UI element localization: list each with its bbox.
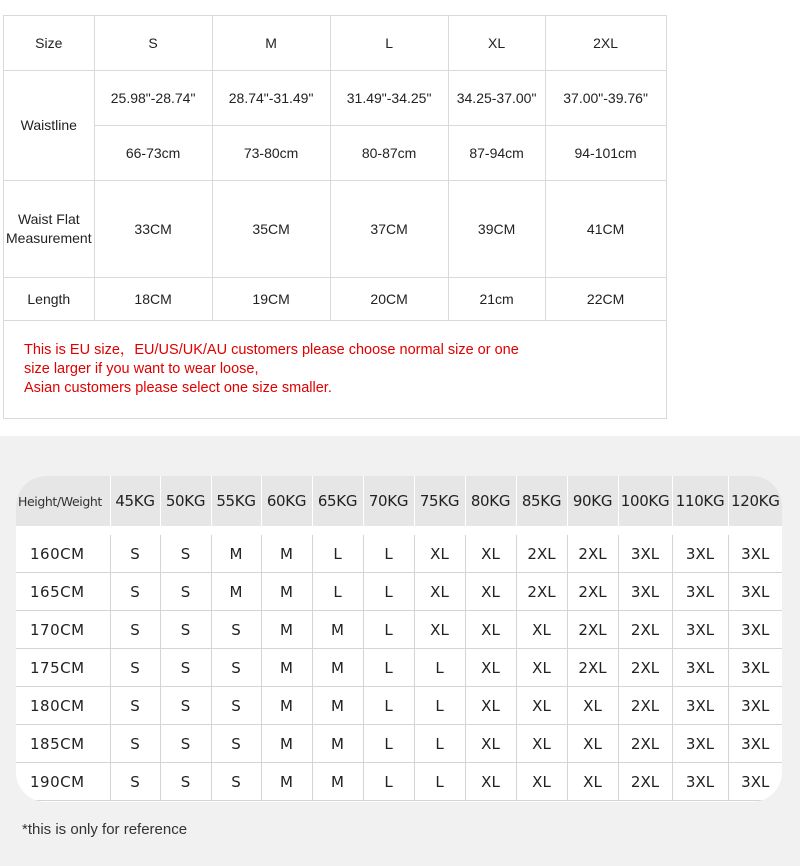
size-header-xl: XL (448, 16, 545, 71)
weight-header-cell: 45KG (110, 476, 160, 526)
size-recommendation-cell: 3XL (728, 573, 782, 611)
size-recommendation-cell: M (261, 725, 312, 763)
waistline-inches-cell: 37.00"-39.76" (545, 71, 666, 126)
size-recommendation-cell: 3XL (728, 611, 782, 649)
waistline-inches-cell: 31.49"-34.25" (330, 71, 448, 126)
weight-header-cell: 100KG (618, 476, 672, 526)
size-recommendation-cell: S (160, 649, 211, 687)
size-recommendation-cell: 3XL (672, 763, 728, 801)
waist-flat-row (4, 181, 667, 278)
height-weight-table (16, 476, 782, 801)
size-recommendation-cell: XL (516, 687, 567, 725)
size-recommendation-cell: L (414, 649, 465, 687)
length-cell: 20CM (330, 278, 448, 321)
size-recommendation-cell: L (363, 725, 414, 763)
size-recommendation-cell: 3XL (618, 535, 672, 573)
weight-header-cell: 120KG (728, 476, 782, 526)
size-recommendation-cell: XL (465, 725, 516, 763)
height-label: 160CM (16, 535, 110, 573)
waistline-cm-cell: 73-80cm (212, 126, 330, 181)
size-recommendation-cell: XL (465, 763, 516, 801)
size-note-row (4, 321, 667, 419)
size-recommendation-cell: XL (516, 649, 567, 687)
height-row (16, 687, 782, 725)
size-recommendation-cell: 3XL (728, 687, 782, 725)
weight-header-cell: 50KG (160, 476, 211, 526)
size-recommendation-cell: M (261, 763, 312, 801)
size-recommendation-cell: M (312, 611, 363, 649)
height-weight-card (16, 476, 782, 802)
size-recommendation-cell: S (110, 535, 160, 573)
size-recommendation-cell: S (211, 649, 261, 687)
weight-header-cell: 90KG (567, 476, 618, 526)
length-cell: 19CM (212, 278, 330, 321)
size-header-l: L (330, 16, 448, 71)
size-recommendation-cell: M (312, 687, 363, 725)
weight-header-cell: 110KG (672, 476, 728, 526)
size-recommendation-cell: S (110, 687, 160, 725)
waistline-inches-cell: 28.74"-31.49" (212, 71, 330, 126)
size-header-m: M (212, 16, 330, 71)
size-recommendation-cell: 3XL (672, 573, 728, 611)
size-recommendation-cell: M (261, 573, 312, 611)
size-recommendation-cell: S (110, 573, 160, 611)
size-recommendation-cell: 3XL (672, 725, 728, 763)
size-recommendation-cell: 3XL (672, 611, 728, 649)
size-recommendation-cell: L (414, 763, 465, 801)
waistline-cm-cell: 66-73cm (94, 126, 212, 181)
size-recommendation-cell: L (414, 687, 465, 725)
waistline-cm-cell: 87-94cm (448, 126, 545, 181)
size-recommendation-cell: 3XL (618, 573, 672, 611)
waistline-inches-cell: 34.25-37.00" (448, 71, 545, 126)
height-label: 185CM (16, 725, 110, 763)
waistline-cm-cell: 94-101cm (545, 126, 666, 181)
waistline-inches-cell: 25.98"-28.74" (94, 71, 212, 126)
waist-flat-label: Waist Flat Measurement (4, 181, 95, 278)
height-label: 180CM (16, 687, 110, 725)
size-recommendation-cell: 2XL (516, 573, 567, 611)
size-recommendation-cell: 2XL (567, 611, 618, 649)
size-recommendation-cell: XL (414, 535, 465, 573)
size-recommendation-cell: XL (567, 687, 618, 725)
weight-header-cell: 70KG (363, 476, 414, 526)
size-recommendation-cell: M (261, 611, 312, 649)
size-recommendation-cell: L (363, 649, 414, 687)
size-recommendation-cell: M (312, 725, 363, 763)
size-recommendation-cell: 3XL (672, 649, 728, 687)
waistline-cm-cell: 80-87cm (330, 126, 448, 181)
size-header-s: S (94, 16, 212, 71)
size-recommendation-cell: 2XL (618, 611, 672, 649)
size-recommendation-cell: S (160, 725, 211, 763)
size-recommendation-cell: L (312, 535, 363, 573)
size-recommendation-cell: 3XL (728, 649, 782, 687)
size-recommendation-cell: XL (516, 763, 567, 801)
length-row (4, 278, 667, 321)
size-recommendation-cell: 2XL (516, 535, 567, 573)
size-recommendation-cell: S (211, 611, 261, 649)
height-row (16, 535, 782, 573)
spacer-cell (16, 526, 782, 535)
waistline-label: Waistline (4, 71, 95, 181)
height-row (16, 649, 782, 687)
size-note-line: Asian customers please select one size smaller. (24, 380, 332, 396)
size-recommendation-cell: XL (414, 573, 465, 611)
size-recommendation-cell: M (312, 763, 363, 801)
height-label: 165CM (16, 573, 110, 611)
height-label: 175CM (16, 649, 110, 687)
size-note-line: size larger if you want to wear loose, (24, 361, 259, 377)
length-cell: 18CM (94, 278, 212, 321)
waist-flat-cell: 37CM (330, 181, 448, 278)
size-recommendation-cell: XL (414, 611, 465, 649)
size-recommendation-cell: S (160, 611, 211, 649)
length-label: Length (4, 278, 95, 321)
size-recommendation-cell: XL (567, 725, 618, 763)
reference-note: *this is only for reference (22, 821, 188, 838)
size-recommendation-cell: L (414, 725, 465, 763)
height-weight-corner-label: Height/Weight (18, 493, 102, 509)
height-row (16, 573, 782, 611)
size-recommendation-cell: 2XL (567, 535, 618, 573)
size-recommendation-cell: 3XL (728, 763, 782, 801)
size-recommendation-cell: 3XL (672, 687, 728, 725)
size-recommendation-cell: S (211, 687, 261, 725)
size-note-line: This is EU size，EU/US/UK/AU customers please choose normal size or one (24, 342, 519, 358)
size-recommendation-cell: XL (516, 611, 567, 649)
weight-header-cell: 80KG (465, 476, 516, 526)
size-recommendation-cell: 3XL (728, 535, 782, 573)
size-recommendation-cell: M (211, 535, 261, 573)
size-recommendation-cell: 2XL (618, 763, 672, 801)
height-label: 190CM (16, 763, 110, 801)
size-recommendation-cell: M (261, 687, 312, 725)
size-recommendation-cell: XL (465, 611, 516, 649)
size-recommendation-cell: XL (465, 687, 516, 725)
length-cell: 21cm (448, 278, 545, 321)
size-recommendation-cell: XL (465, 573, 516, 611)
size-recommendation-cell: 2XL (618, 649, 672, 687)
weight-header-cell: 65KG (312, 476, 363, 526)
size-recommendation-cell: M (312, 649, 363, 687)
size-recommendation-cell: L (363, 535, 414, 573)
header-spacer-row (16, 526, 782, 535)
size-recommendation-cell: L (312, 573, 363, 611)
size-recommendation-cell: 2XL (618, 725, 672, 763)
height-row (16, 763, 782, 801)
height-label: 170CM (16, 611, 110, 649)
height-row (16, 611, 782, 649)
size-recommendation-cell: 3XL (728, 725, 782, 763)
size-recommendation-cell: XL (516, 725, 567, 763)
size-recommendation-cell: 2XL (618, 687, 672, 725)
size-recommendation-cell: XL (465, 535, 516, 573)
size-recommendation-cell: L (363, 573, 414, 611)
size-recommendation-cell: S (110, 763, 160, 801)
size-recommendation-cell: M (261, 535, 312, 573)
weight-header-row (16, 476, 782, 526)
size-recommendation-cell: 2XL (567, 649, 618, 687)
waist-flat-cell: 35CM (212, 181, 330, 278)
size-header-2xl: 2XL (545, 16, 666, 71)
weight-header-cell: 60KG (261, 476, 312, 526)
size-recommendation-cell: XL (465, 649, 516, 687)
size-header-row (4, 16, 667, 71)
size-recommendation-cell: M (261, 649, 312, 687)
size-recommendation-cell: S (160, 687, 211, 725)
size-recommendation-cell: S (160, 573, 211, 611)
size-recommendation-cell: L (363, 763, 414, 801)
size-recommendation-cell: L (363, 611, 414, 649)
size-note (4, 321, 667, 419)
size-header-label: Size (4, 16, 95, 71)
size-recommendation-cell: L (363, 687, 414, 725)
weight-header-cell: 55KG (211, 476, 261, 526)
size-recommendation-cell: S (110, 649, 160, 687)
waist-flat-cell: 33CM (94, 181, 212, 278)
weight-header-cell: 75KG (414, 476, 465, 526)
weight-header-cell: 85KG (516, 476, 567, 526)
waistline-cm-row (4, 126, 667, 181)
size-recommendation-cell: XL (567, 763, 618, 801)
size-recommendation-cell: M (211, 573, 261, 611)
length-cell: 22CM (545, 278, 666, 321)
size-recommendation-cell: S (110, 611, 160, 649)
height-weight-panel (0, 436, 800, 866)
size-recommendation-cell: 3XL (672, 535, 728, 573)
waist-flat-cell: 41CM (545, 181, 666, 278)
waistline-inches-row (4, 71, 667, 126)
size-recommendation-cell: S (160, 763, 211, 801)
size-recommendation-cell: S (160, 535, 211, 573)
waist-flat-cell: 39CM (448, 181, 545, 278)
size-chart-table (3, 15, 667, 419)
height-row (16, 725, 782, 763)
size-recommendation-cell: S (110, 725, 160, 763)
size-recommendation-cell: S (211, 725, 261, 763)
size-recommendation-cell: 2XL (567, 573, 618, 611)
size-recommendation-cell: S (211, 763, 261, 801)
